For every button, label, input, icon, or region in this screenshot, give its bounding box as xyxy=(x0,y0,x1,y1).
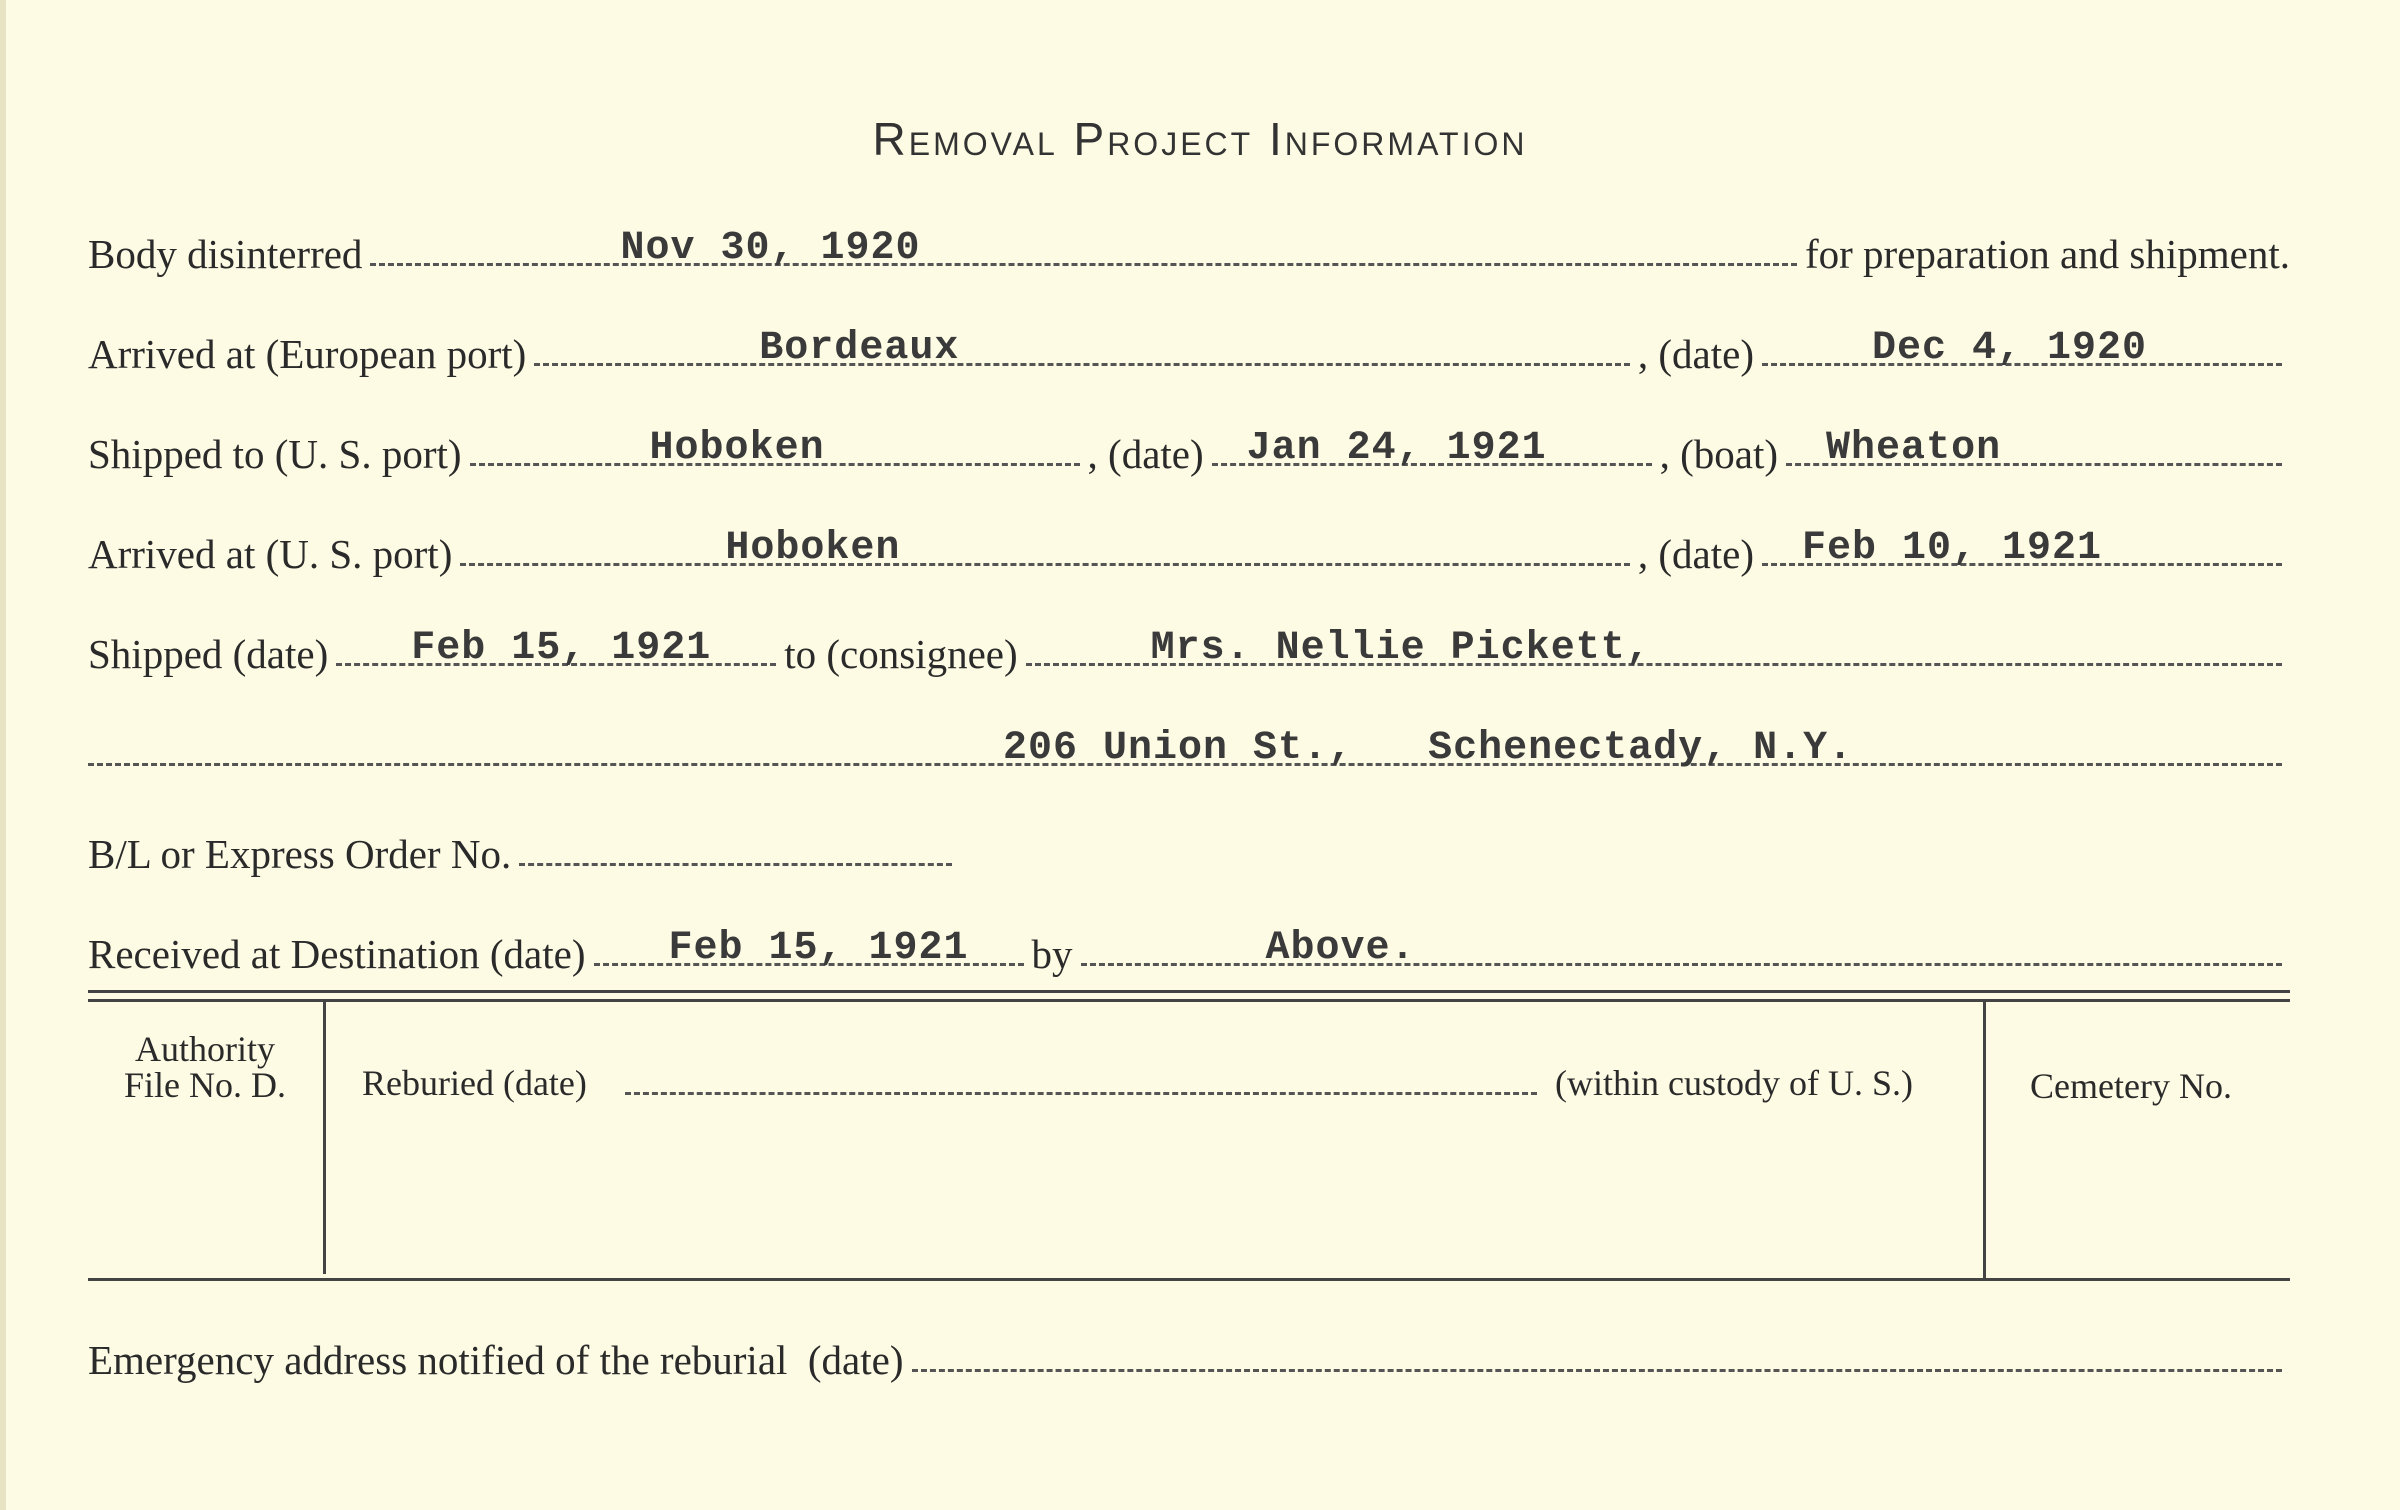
bl-label: B/L or Express Order No. xyxy=(88,831,512,877)
arrived-eu-date: Dec 4, 1920 xyxy=(1872,326,2148,371)
consignee-label: to (consignee) xyxy=(784,631,1018,677)
address-field[interactable] xyxy=(88,703,2282,771)
row-address xyxy=(88,712,2290,782)
consignee-value: Mrs. Nellie Pickett, xyxy=(1150,626,1651,671)
arrived-us-label: Arrived at (U. S. port) xyxy=(88,531,453,577)
received-by-label: by xyxy=(1031,931,1073,977)
arrived-eu-date-label: , (date) xyxy=(1637,331,1754,377)
shipped-us-port-field[interactable] xyxy=(470,403,1080,471)
disinterred-label: Body disinterred xyxy=(88,231,363,277)
row-shipped-us xyxy=(88,412,2290,482)
shipped-us-date-field[interactable] xyxy=(1212,403,1652,471)
row-arrived-us xyxy=(88,512,2290,582)
shipped-date-field[interactable] xyxy=(336,603,776,671)
row-arrived-european xyxy=(88,312,2290,382)
table-bottom-rule xyxy=(88,1278,2290,1281)
received-by: Above. xyxy=(1265,926,1416,971)
arrived-eu-port: Bordeaux xyxy=(759,326,960,371)
arrived-us-date-label: , (date) xyxy=(1637,531,1754,577)
cemetery-no-label: Cemetery No. xyxy=(2030,1066,2232,1106)
row-received xyxy=(88,912,2290,982)
row-emergency xyxy=(88,1318,2290,1388)
emergency-label: Emergency address notified of the reburial (date) xyxy=(88,1337,904,1383)
shipped-us-date-label: , (date) xyxy=(1087,431,1204,477)
shipped-date-label: Shipped (date) xyxy=(88,631,329,677)
received-date-field[interactable] xyxy=(594,903,1024,971)
table-top-rule-2 xyxy=(88,999,2290,1002)
card-edge xyxy=(0,0,6,1510)
shipped-us-boat-field[interactable] xyxy=(1786,403,2282,471)
arrived-us-date: Feb 10, 1921 xyxy=(1802,526,2103,571)
row-shipped-consignee xyxy=(88,612,2290,682)
authority-file-label: Authority File No. D. xyxy=(124,1029,286,1105)
received-label: Received at Destination (date) xyxy=(88,931,586,977)
shipped-us-boat: Wheaton xyxy=(1826,426,2002,471)
table-divider-left xyxy=(323,1002,326,1274)
bl-field[interactable] xyxy=(519,803,952,866)
received-by-field[interactable] xyxy=(1081,903,2283,971)
shipped-us-label: Shipped to (U. S. port) xyxy=(88,431,462,477)
emergency-date-field[interactable] xyxy=(912,1309,2283,1372)
arrived-eu-date-field[interactable] xyxy=(1762,303,2282,371)
shipped-date: Feb 15, 1921 xyxy=(411,626,712,671)
disinterred-suffix: for preparation and shipment. xyxy=(1804,231,2290,277)
arrived-us-port: Hoboken xyxy=(725,526,901,571)
card-title: Removal Project Information xyxy=(872,113,1528,165)
shipped-us-port: Hoboken xyxy=(649,426,825,471)
disinterred-value: Nov 30, 1920 xyxy=(620,226,921,271)
reburied-date-field[interactable] xyxy=(625,1092,1537,1095)
arrived-eu-label: Arrived at (European port) xyxy=(88,331,527,377)
table-divider-right xyxy=(1983,1002,1986,1280)
row-disinterred xyxy=(88,212,2290,282)
consignee-field[interactable] xyxy=(1026,603,2282,671)
row-bl xyxy=(88,812,960,882)
disinterred-field[interactable] xyxy=(370,203,1797,271)
reburied-label: Reburied (date) xyxy=(362,1063,587,1103)
arrived-us-date-field[interactable] xyxy=(1762,503,2282,571)
shipped-us-boat-label: , (boat) xyxy=(1659,431,1779,477)
shipped-us-date: Jan 24, 1921 xyxy=(1246,426,1547,471)
arrived-eu-port-field[interactable] xyxy=(534,303,1630,371)
table-top-rule-1 xyxy=(88,990,2290,993)
address-value: 206 Union St., Schenectady, N.Y. xyxy=(1003,726,1854,771)
arrived-us-port-field[interactable] xyxy=(460,503,1630,571)
received-date: Feb 15, 1921 xyxy=(668,926,969,971)
custody-label: (within custody of U. S.) xyxy=(1555,1063,1913,1103)
